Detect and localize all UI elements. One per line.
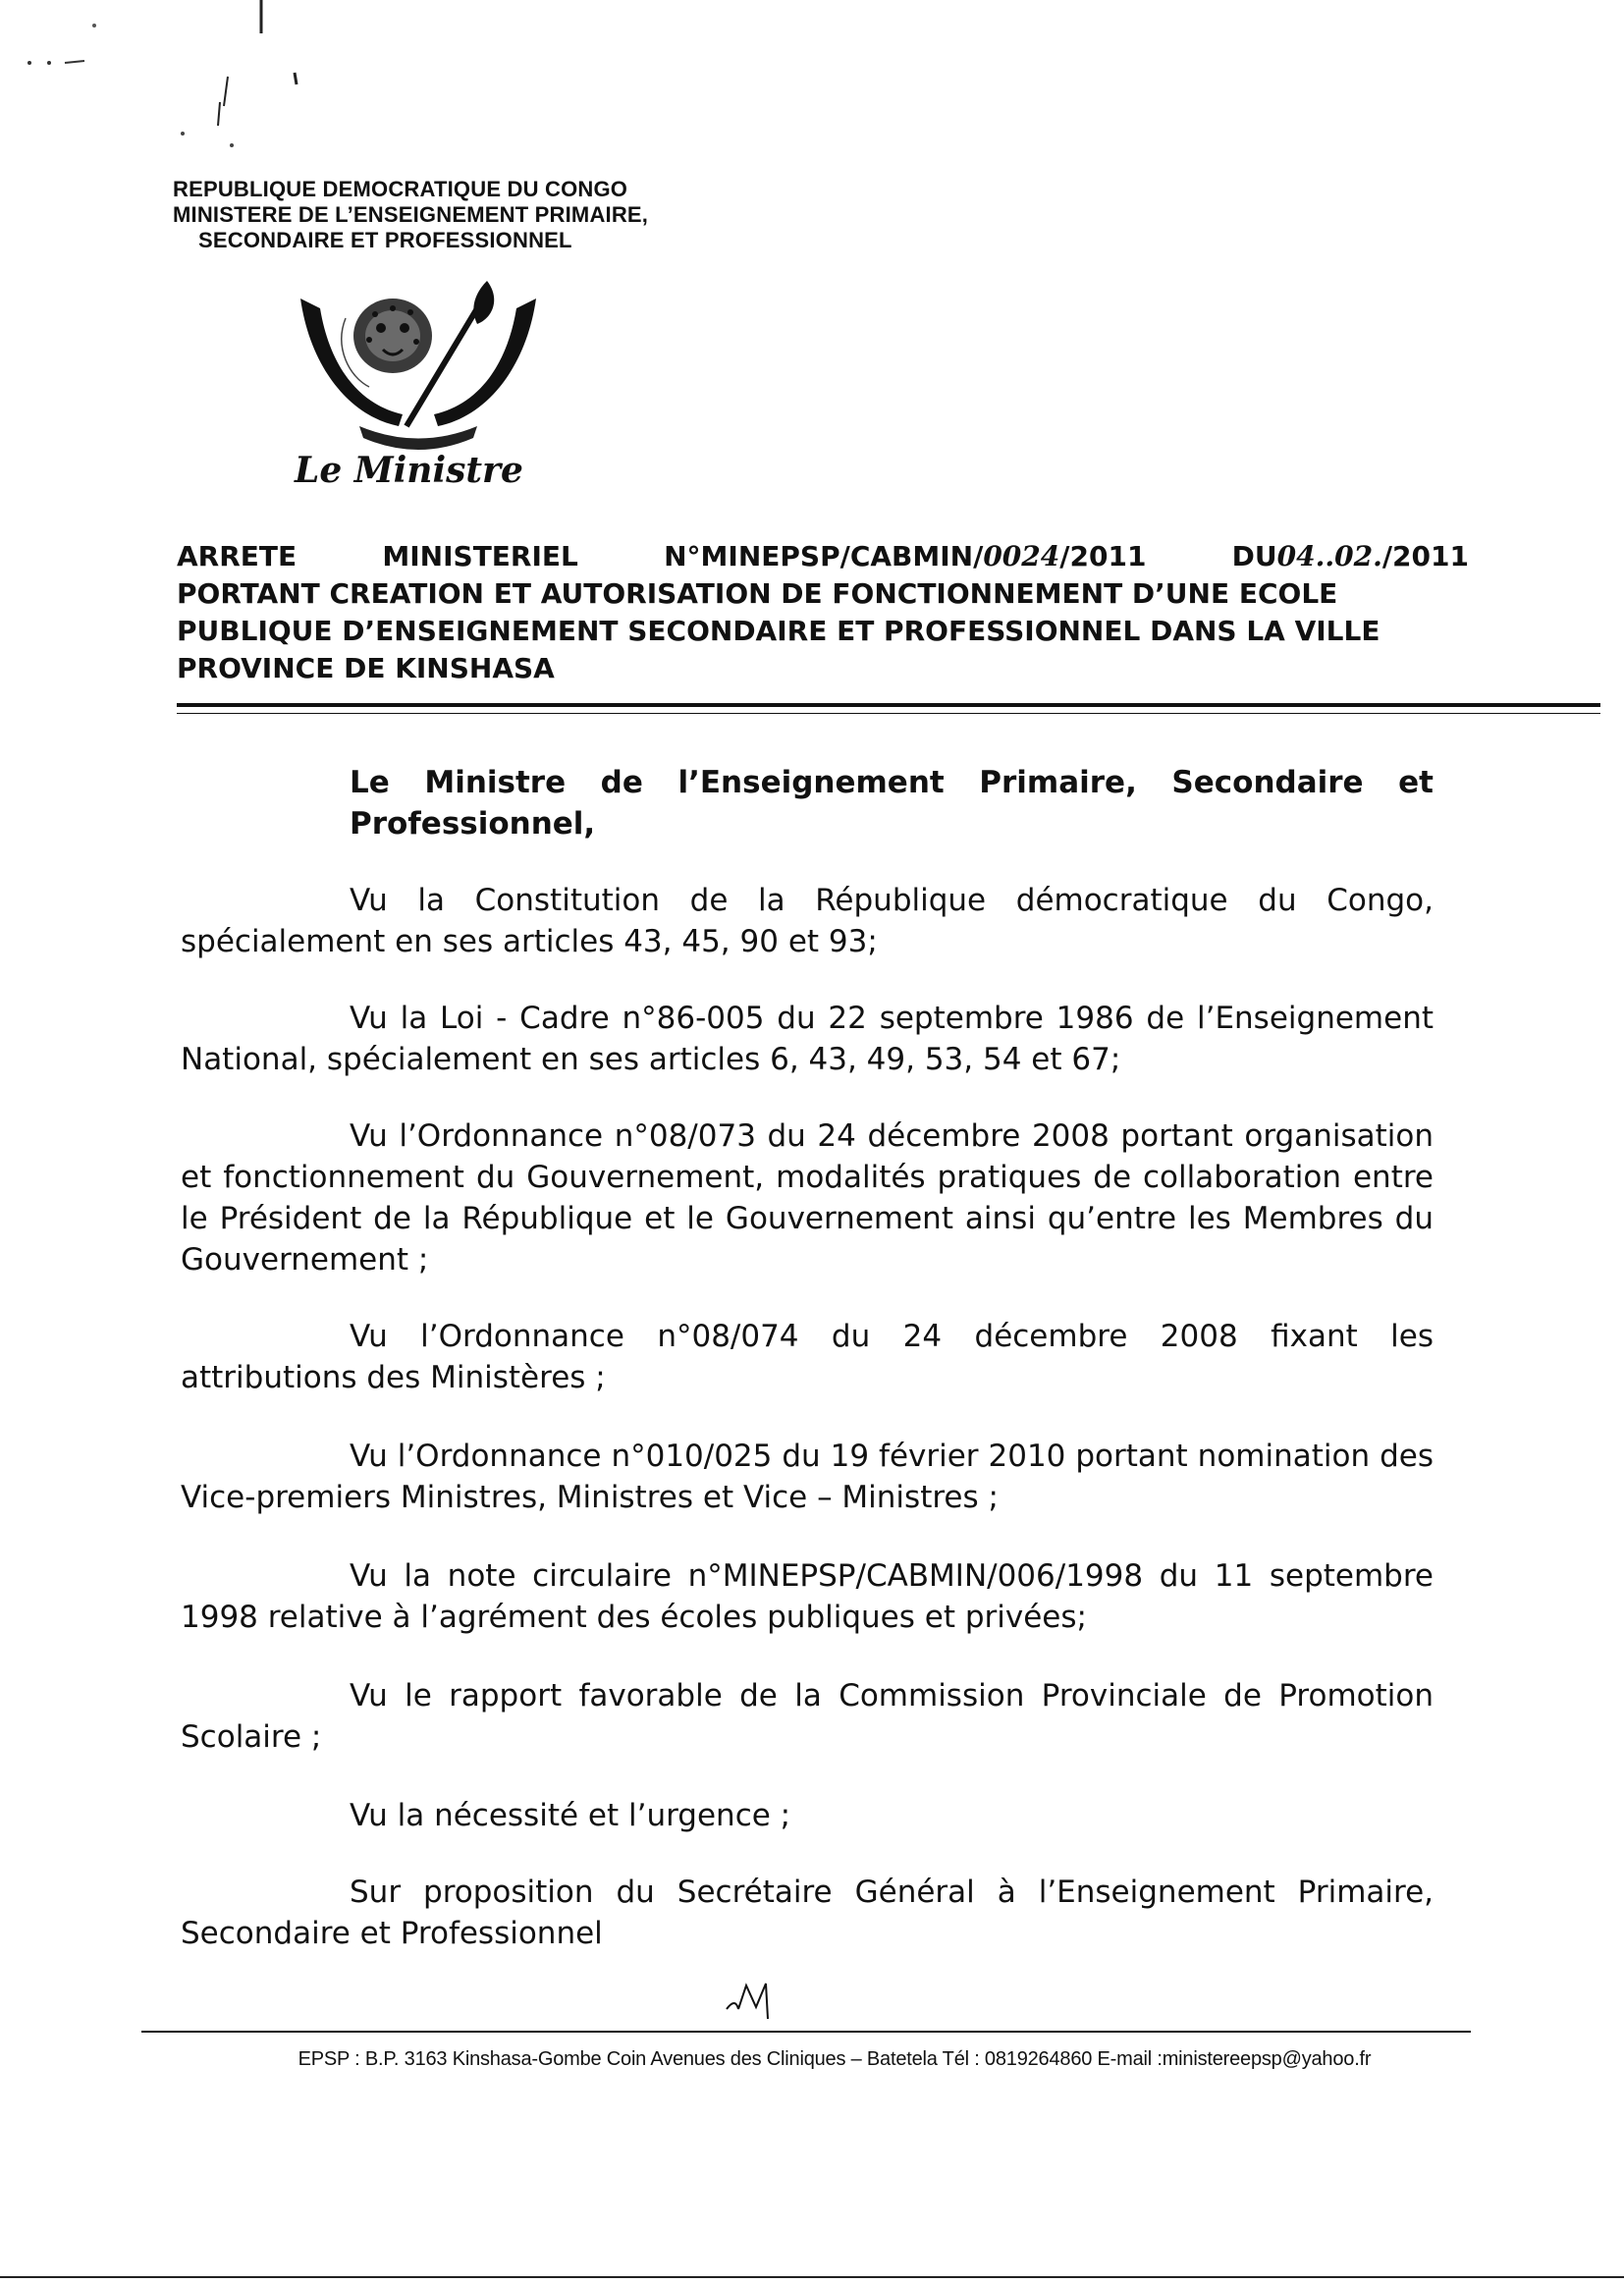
handwritten-initials-icon [723,1980,791,2025]
considerant-paragraph: Vu l’Ordonnance n°08/074 du 24 décembre 2008 fixant les attributions des Ministères ; [181,1319,1434,1395]
decree-title [177,538,1469,687]
footer-contact: EPSP : B.P. 3163 Kinshasa-Gombe Coin Avenues des Cliniques – Batetela Tél : 0819264860 E-mail :ministereepsp@yahoo.fr [298,2048,1372,2070]
considerant-paragraph: Vu la Loi - Cadre n°86-005 du 22 septembre 1986 de l’Enseignement National, spécialement en ses articles 6, 43, 49, 53, 54 et 67; [181,1001,1434,1077]
considerant-paragraph: Vu la note circulaire n°MINEPSP/CABMIN/006/1998 du 11 septembre 1998 relative à l’agrément des écoles publiques et privées; [181,1558,1434,1635]
country-name: REPUBLIQUE DEMOCRATIQUE DU CONGO [173,177,628,201]
decree-reference-line [177,538,1469,575]
decree-number: N°MINEPSP/CABMIN/0024/2011 [664,540,1147,572]
considerant-paragraph: Vu le rapport favorable de la Commission Provinciale de Promotion Scolaire ; [181,1678,1434,1755]
considerant-paragraph: Vu l’Ordonnance n°08/073 du 24 décembre 2008 portant organisation et fonctionnement du Gouvernement, modalités pratiques de collaboration entre le Président de la République et le Gouvernement ainsi qu’entre les Membres du Gouvernement ; [181,1118,1434,1278]
title-word-arrete: ARRETE [177,540,298,572]
title-line-3: PUBLIQUE D’ENSEIGNEMENT SECONDAIRE ET PROFESSIONNEL DANS LA VILLE [177,615,1380,647]
considerant-paragraph: Vu la nécessité et l’urgence ; [350,1798,791,1833]
letterhead [173,177,648,253]
decree-preamble-heading: Le Ministre de l’Enseignement Primaire, Secondaire et Professionnel, [350,765,1434,842]
handwritten-number: 0024 [983,540,1060,572]
considerant-paragraph: Sur proposition du Secrétaire Général à l’Enseignement Primaire, Secondaire et Professionnel [181,1875,1434,1951]
considerant-paragraph: Vu la Constitution de la République démocratique du Congo, spécialement en ses articles 43, 45, 90 et 93; [181,883,1434,959]
title-divider [177,703,1600,707]
footer-divider [141,2031,1471,2033]
ministry-name: MINISTERE DE L’ENSEIGNEMENT PRIMAIRE, [173,202,649,227]
title-word-ministeriel: MINISTERIEL [382,540,578,572]
ministry-name-cont: SECONDAIRE ET PROFESSIONNEL [198,228,572,252]
scan-edge-line [0,2276,1624,2278]
title-line-4: PROVINCE DE KINSHASA [177,652,555,684]
leopard-seal-icon [291,279,546,460]
decree-date: DU04..02./2011 [1231,540,1469,572]
scan-marks [0,0,393,196]
office-signature-title: Le Ministre [295,450,523,491]
title-line-2: PORTANT CREATION ET AUTORISATION DE FONCTIONNEMENT D’UNE ECOLE [177,577,1338,610]
handwritten-date: 04..02. [1276,540,1382,572]
considerant-paragraph: Vu l’Ordonnance n°010/025 du 19 février 2010 portant nomination des Vice-premiers Ministres, Ministres et Vice – Ministres ; [181,1439,1434,1515]
title-divider-thin [177,713,1600,714]
